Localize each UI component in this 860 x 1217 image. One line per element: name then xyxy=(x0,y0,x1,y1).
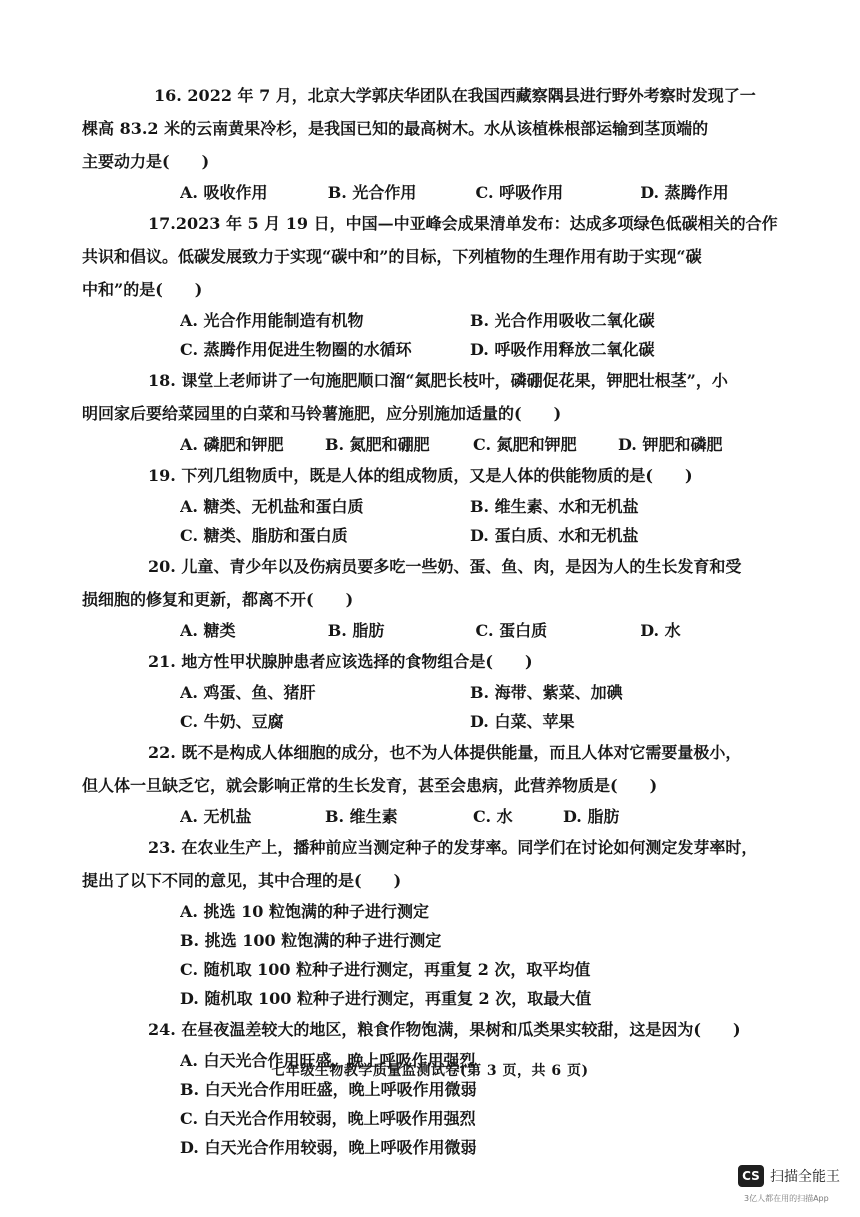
option-b: B. 挑选 100 粒饱满的种子进行测定 xyxy=(180,931,442,950)
option-list xyxy=(118,802,788,831)
question-number: 16. xyxy=(154,86,182,105)
question-number: 21. xyxy=(148,652,176,671)
option-d: D. 水 xyxy=(640,621,681,640)
page-footer: 七年级生物教学质量监测试卷(第 3 页，共 6 页) xyxy=(271,1063,589,1079)
option-c: C. 呼吸作用 xyxy=(475,183,564,202)
stem-line: 在农业生产上，播种前应当测定种子的发芽率。同学们在讨论如何测定发芽率时， xyxy=(181,838,758,857)
question-16 xyxy=(82,79,788,207)
option-b: B. 光合作用 xyxy=(327,183,417,202)
option-b: B. 光合作用吸收二氧化碳 xyxy=(470,311,655,330)
option-a: A. 挑选 10 粒饱满的种子进行测定 xyxy=(180,902,429,921)
option-a: A. 光合作用能制造有机物 xyxy=(180,311,364,330)
option-b: B. 维生素 xyxy=(325,807,398,826)
option-c: C. 水 xyxy=(473,807,513,826)
option-c: C. 牛奶、豆腐 xyxy=(180,712,284,731)
option-d: D. 钾肥和磷肥 xyxy=(618,435,723,454)
scanner-watermark xyxy=(738,1163,848,1211)
camscanner-logo-icon: CS xyxy=(738,1165,764,1187)
option-a: A. 糖类 xyxy=(180,621,236,640)
stem-line: 在昼夜温差较大的地区，粮食作物饱满，果树和瓜类果实较甜，这是因为( ) xyxy=(181,1020,741,1039)
option-list xyxy=(118,306,788,364)
question-number: 23. xyxy=(148,838,176,857)
question-number: 24. xyxy=(148,1020,176,1039)
option-b: B. 海带、紫菜、加碘 xyxy=(470,683,623,702)
question-17 xyxy=(82,207,788,364)
question-list xyxy=(82,79,788,1162)
option-list xyxy=(118,492,788,550)
question-number: 18. xyxy=(148,371,176,390)
watermark-tagline: 3亿人都在用的扫描App xyxy=(744,1194,829,1203)
option-a: A. 鸡蛋、鱼、猪肝 xyxy=(180,683,316,702)
stem-line: 提出了以下不同的意见，其中合理的是( ) xyxy=(82,871,402,890)
question-number: 17. xyxy=(148,214,176,233)
stem-line: 但人体一旦缺乏它，就会影响正常的生长发育，甚至会患病，此营养物质是( ) xyxy=(82,776,658,795)
question-24 xyxy=(118,1013,788,1162)
question-stem xyxy=(118,79,788,112)
question-19 xyxy=(118,459,788,550)
option-a: A. 糖类、无机盐和蛋白质 xyxy=(180,497,364,516)
option-c: C. 随机取 100 粒种子进行测定，再重复 2 次，取平均值 xyxy=(180,960,591,979)
option-list xyxy=(118,678,788,736)
option-list xyxy=(118,897,788,1013)
stem-line: 明回家后要给菜园里的白菜和马铃薯施肥，应分别施加适量的( ) xyxy=(82,404,562,423)
option-c: C. 白天光合作用较弱，晚上呼吸作用强烈 xyxy=(180,1109,476,1128)
stem-line: 2022 年 7 月，北京大学郭庆华团队在我国西藏察隅县进行野外考察时发现了一 xyxy=(187,86,756,105)
stem-line: 共识和倡议。低碳发展致力于实现“碳中和”的目标，下列植物的生理作用有助于实现“碳 xyxy=(82,247,702,266)
option-d: D. 脂肪 xyxy=(563,807,620,826)
option-a: A. 磷肥和钾肥 xyxy=(180,435,284,454)
stem-line: 中和”的是( ) xyxy=(82,280,203,299)
question-23 xyxy=(82,831,788,1013)
option-b: B. 维生素、水和无机盐 xyxy=(470,497,639,516)
question-18 xyxy=(82,364,788,459)
option-list xyxy=(118,616,788,645)
option-d: D. 随机取 100 粒种子进行测定，再重复 2 次，取最大值 xyxy=(180,989,592,1008)
option-d: D. 蒸腾作用 xyxy=(640,183,729,202)
stem-line: 下列几组物质中，既是人体的组成物质，又是人体的供能物质的是( ) xyxy=(181,466,693,485)
option-c: C. 氮肥和钾肥 xyxy=(473,435,577,454)
stem-line: 2023 年 5 月 19 日，中国—中亚峰会成果清单发布：达成多项绿色低碳相关的合作 xyxy=(175,214,778,233)
option-a: A. 吸收作用 xyxy=(180,183,268,202)
question-number: 22. xyxy=(148,743,176,762)
option-b: B. 白天光合作用旺盛，晚上呼吸作用微弱 xyxy=(180,1080,477,1099)
stem-line: 儿童、青少年以及伤病员要多吃一些奶、蛋、鱼、肉，是因为人的生长发育和受 xyxy=(181,557,742,576)
question-number: 19. xyxy=(148,466,176,485)
question-number: 20. xyxy=(148,557,176,576)
option-c: C. 蛋白质 xyxy=(475,621,548,640)
option-d: D. 白菜、苹果 xyxy=(470,712,575,731)
option-list xyxy=(118,430,788,459)
option-d: D. 白天光合作用较弱，晚上呼吸作用微弱 xyxy=(180,1138,477,1157)
option-b: B. 氮肥和硼肥 xyxy=(325,435,430,454)
option-a: A. 白天光合作用旺盛，晚上呼吸作用强烈 xyxy=(180,1051,476,1070)
option-c: C. 蒸腾作用促进生物圈的水循环 xyxy=(180,340,412,359)
stem-line: 棵高 83.2 米的云南黄果冷杉，是我国已知的最高树木。水从该植株根部运输到茎顶端的 xyxy=(82,119,709,138)
option-d: D. 呼吸作用释放二氧化碳 xyxy=(470,340,655,359)
option-list xyxy=(118,178,788,207)
option-a: A. 无机盐 xyxy=(180,807,252,826)
watermark-app-name: 扫描全能王 xyxy=(770,1169,840,1185)
stem-line: 地方性甲状腺肿患者应该选择的食物组合是( ) xyxy=(181,652,533,671)
option-d: D. 蛋白质、水和无机盐 xyxy=(470,526,639,545)
stem-line: 既不是构成人体细胞的成分，也不为人体提供能量，而且人体对它需要量极小， xyxy=(181,743,742,762)
option-c: C. 糖类、脂肪和蛋白质 xyxy=(180,526,348,545)
question-21 xyxy=(118,645,788,736)
stem-line: 课堂上老师讲了一句施肥顺口溜“氮肥长枝叶，磷硼促花果，钾肥壮根茎”，小 xyxy=(181,371,728,390)
question-22 xyxy=(82,736,788,831)
question-20 xyxy=(82,550,788,645)
stem-line: 主要动力是( ) xyxy=(82,152,210,171)
stem-line: 损细胞的修复和更新，都离不开( ) xyxy=(82,590,354,609)
option-b: B. 脂肪 xyxy=(327,621,385,640)
